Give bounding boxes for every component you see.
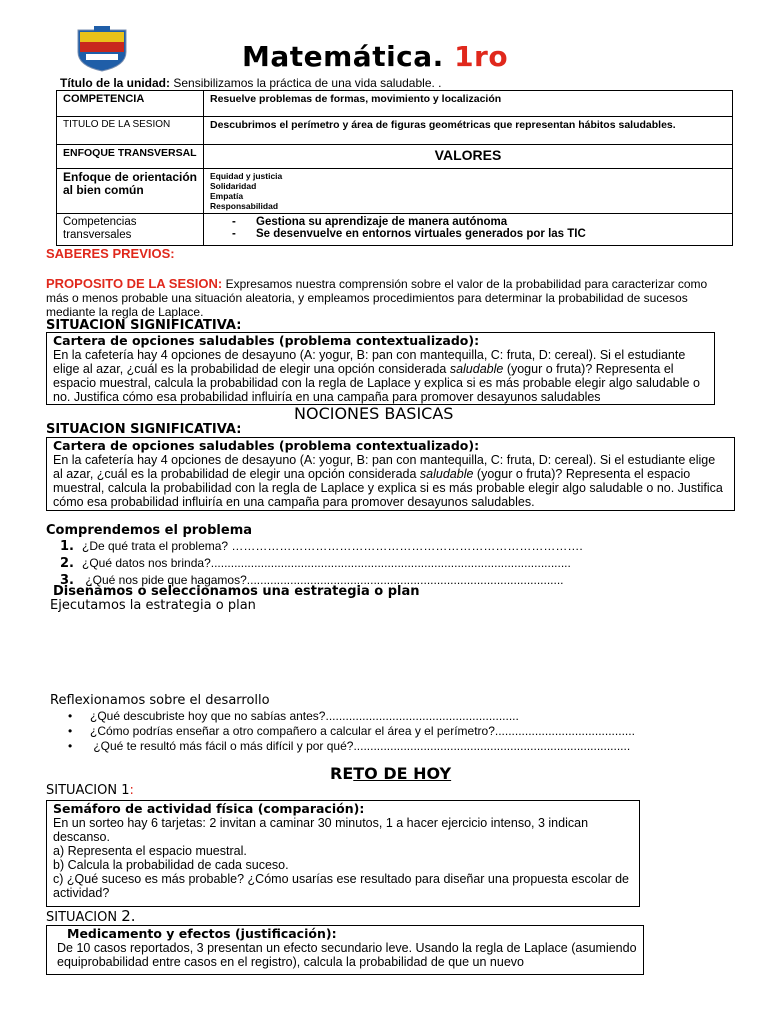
valor-item: Responsabilidad: [210, 201, 279, 211]
nociones-heading: NOCIONES BASICAS: [294, 404, 454, 423]
transversales-label: Competencias transversales: [57, 214, 204, 246]
sesion-value: Descubrimos el perímetro y área de figuras geométricas que representan hábitos saludables.: [204, 117, 733, 145]
comprendemos-list: [46, 538, 583, 589]
transversales-values: [204, 214, 733, 246]
situacion-box-title: Medicamento y efectos (justificación):: [67, 926, 337, 941]
list-item: 2. ¿Qué datos nos brinda?............................................................................................................: [60, 556, 571, 571]
situacion-line: En un sorteo hay 6 tarjetas: 2 invitan a caminar 30 minutos, 1 a hacer ejercicio intenso, 3 indican descanso.: [53, 816, 589, 844]
situacion-text: De 10 casos reportados, 3 presentan un efecto secundario leve. Usando la regla de Laplace (asumiendo equiprobabilidad entre casos en el registro), calcula la probabilidad de que un nuevo: [57, 941, 637, 969]
situacion-box-title: Semáforo de actividad física (comparación):: [53, 801, 365, 816]
valor-item: Solidaridad: [210, 181, 257, 191]
transversal-item: - Gestiona su aprendizaje de manera autónoma: [232, 216, 726, 228]
transversal-item: - Se desenvuelve en entornos virtuales generados por las TIC: [232, 228, 726, 240]
orientacion-values: [204, 169, 733, 214]
reflexionamos-heading: Reflexionamos sobre el desarrollo: [50, 693, 270, 708]
list-item: 1. ¿De qué trata el problema? …………………………………………………………………………….: [60, 539, 583, 554]
comprendemos-heading: Comprendemos el problema: [46, 523, 253, 538]
enfoque-label: ENFOQUE TRANSVERSAL: [57, 145, 204, 169]
situacion-text: En la cafetería hay 4 opciones de desayuno (A: yogur, B: pan con mantequilla, C: fruta, D: cereal). Si el estudiante elige al azar, ¿cuál es la probabilidad de elegir una opción considerada saludable (yogur o fruta)? Representa el espacio muestral, calcula la probabilidad con la regla de Laplace y explica si es más probable elegir algo saludable o no. Justifica cómo esa probabilidad influiría en una campaña para promover desayunos saludables.: [53, 453, 723, 509]
session-info-table: [56, 90, 733, 246]
sesion-label: TITULO DE LA SESION: [57, 117, 204, 145]
reflexionamos-list: [68, 709, 635, 754]
situacion-heading-2: SITUACION SIGNIFICATIVA:: [46, 422, 242, 437]
situacion-heading-1: SITUACION SIGNIFICATIVA:: [46, 318, 242, 333]
page-title: Matemática. 1ro: [242, 40, 509, 73]
valor-item: Empatía: [210, 191, 244, 201]
competencia-value: Resuelve problemas de formas, movimiento y localización: [204, 91, 733, 117]
valor-item: Equidad y justicia: [210, 171, 283, 181]
ejecutamos-heading: Ejecutamos la estrategia o plan: [50, 598, 256, 613]
situacion-text: En la cafetería hay 4 opciones de desayuno (A: yogur, B: pan con mantequilla, C: fruta, D: cereal). Si el estudiante elige al azar, ¿cuál es la probabilidad de elegir una opción considerada saludable (yogur o fruta)? Representa el espacio muestral, calcula la probabilidad con la regla de Laplace y explica si es más probable elegir algo saludable o no. Justifica cómo esa probabilidad influiría en una campaña para promover desayunos saludables: [53, 348, 700, 404]
saberes-label: SABERES PREVIOS:: [46, 246, 175, 261]
reto-heading: RETO DE HOY: [330, 764, 452, 783]
situacion-2-label: SITUACION 2.: [46, 907, 136, 925]
situacion-box-title: Cartera de opciones saludables (problema contextualizado):: [53, 438, 480, 453]
school-logo: [76, 24, 128, 72]
proposito: [46, 277, 722, 319]
list-item: 3. ¿Qué nos pide que hagamos?...............................................................................................: [60, 573, 564, 588]
proposito-label: PROPOSITO DE LA SESION:: [46, 276, 223, 291]
situacion-box-2: [46, 437, 735, 511]
situacion-box-title: Cartera de opciones saludables (problema contextualizado):: [53, 333, 480, 348]
situacion-line: a) Representa el espacio muestral.: [53, 844, 247, 858]
unit-title: Título de la unidad: Sensibilizamos la práctica de una vida saludable. .: [60, 76, 442, 90]
situacion-1-label: SITUACION 1:: [46, 783, 134, 798]
situacion-1-box: [46, 800, 640, 907]
proposito-text: Expresamos nuestra comprensión sobre el valor de la probabilidad para caracterizar como más o menos probable una situación aleatoria, y empleamos procedimientos para determinar la probabilidad de sucesos mediante la regla de Laplace.: [46, 277, 708, 319]
list-item: • ¿Qué descubriste hoy que no sabías antes?..........................................................: [68, 709, 519, 723]
situacion-line: b) Calcula la probabilidad de cada suceso.: [53, 858, 289, 872]
situacion-line: c) ¿Qué suceso es más probable? ¿Cómo usarías ese resultado para diseñar una propuesta escolar de actividad?: [53, 872, 630, 900]
disenamos-heading: Diseñamos o seleccionamos una estrategia o plan: [53, 584, 420, 599]
situacion-box-1: [46, 332, 715, 405]
situacion-2-box: [46, 925, 644, 975]
competencia-label: COMPETENCIA: [57, 91, 204, 117]
orientacion-label: Enfoque de orientación al bien común: [57, 169, 204, 214]
list-item: • ¿Qué te resultó más fácil o más difícil y por qué?...................................................................................: [68, 739, 631, 753]
valores-label: VALORES: [204, 145, 733, 169]
list-item: • ¿Cómo podrías enseñar a otro compañero a calcular el área y el perímetro?..........................................: [68, 724, 635, 738]
